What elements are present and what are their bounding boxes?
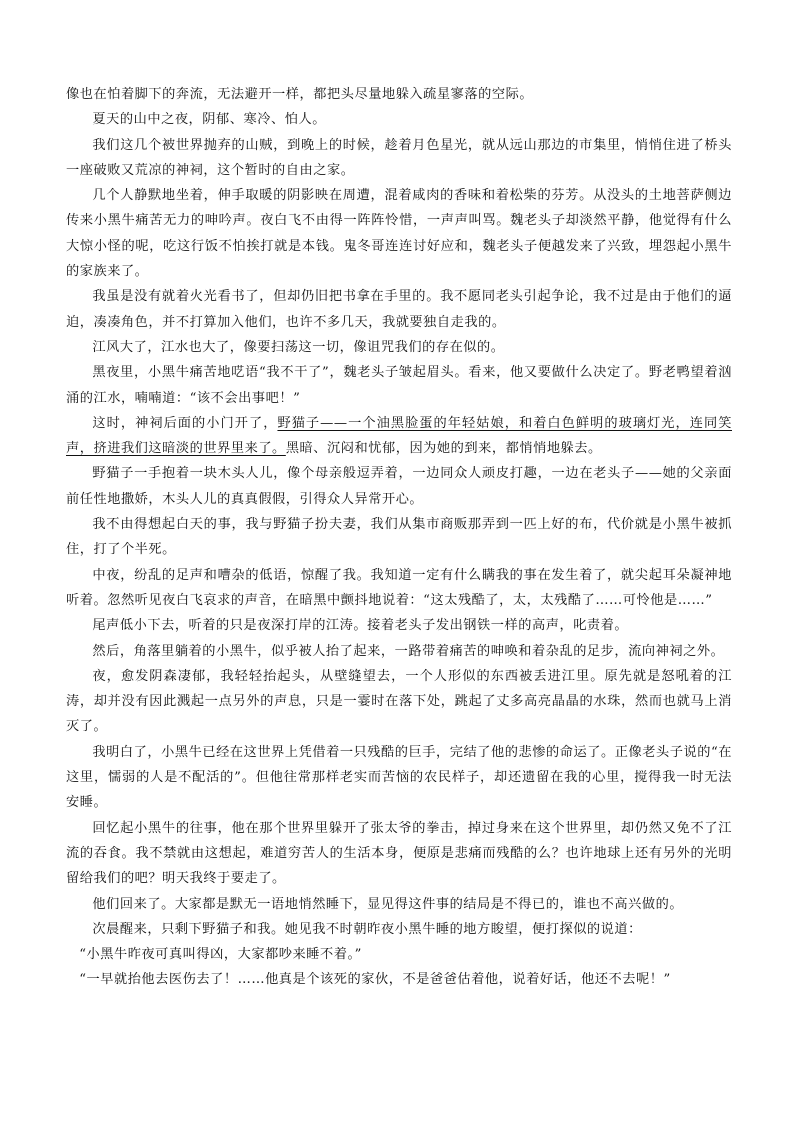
paragraph-3 bbox=[66, 133, 732, 184]
paragraph-text: 黑暗、沉闷和忧郁，因为她的到来，都悄悄地躲去。 bbox=[285, 441, 602, 457]
paragraph-5 bbox=[66, 284, 732, 335]
paragraph-text: 夏天的山中之夜，阴郁、寒冷、怕人。 bbox=[92, 112, 326, 128]
paragraph-text: 夜，愈发阴森凄郁，我轻轻抬起头，从壁缝望去，一个人形似的东西被丢进江里。原先就是怒吼着的江涛，却并没有因此溅起一点另外的声息，只是一霎时在落下处，跳起了丈多高亮晶晶的水珠，然而也就马上消灭了。 bbox=[66, 668, 732, 735]
paragraph-text: 我不由得想起白天的事，我与野猫子扮夫妻，我们从集市商贩那弄到一匹上好的布，代价就是小黑牛被抓住，打了个半死。 bbox=[66, 517, 732, 558]
paragraph-1 bbox=[66, 82, 732, 107]
paragraph-13 bbox=[66, 639, 732, 664]
paragraph-9 bbox=[66, 461, 732, 512]
paragraph-text: 我明白了，小黑牛已经在这世界上凭借着一只残酷的巨手，完结了他的悲惨的命运了。正像老头子说的“在这里，懦弱的人是不配活的”。但他往常那样老实而苦恼的农民样子，却还遗留在我的心里，搅得我一时无法安睡。 bbox=[66, 744, 732, 811]
paragraph-19 bbox=[66, 942, 732, 967]
paragraph-14 bbox=[66, 664, 732, 740]
paragraph-text: “一早就抬他去医伤去了！……他真是个该死的家伙，不是爸爸估着他，说着好话，他还不去呢！” bbox=[79, 972, 671, 988]
paragraph-text: 江风大了，江水也大了，像要扫荡这一切，像诅咒我们的存在似的。 bbox=[92, 339, 505, 355]
underlined-passage: 野猫子——一个油黑脸蛋的年轻姑娘，和着白色鲜明的玻璃灯光，连同笑声，挤进我们这暗淡的世界里来了。 bbox=[66, 415, 732, 457]
body-text bbox=[66, 82, 732, 993]
paragraph-10 bbox=[66, 512, 732, 563]
paragraph-6 bbox=[66, 335, 732, 360]
paragraph-20 bbox=[66, 967, 732, 992]
paragraph-text: 回忆起小黑牛的往事，他在那个世界里躲开了张太爷的拳击，掉过身来在这个世界里，却仍然又免不了江流的吞食。我不禁就由这想起，难道穷苦人的生活本身，便原是悲痛而残酷的么？也许地球上还有另外的光明留给我们的吧？明天我终于要走了。 bbox=[66, 820, 732, 887]
paragraph-4 bbox=[66, 183, 732, 284]
paragraph-8 bbox=[66, 411, 732, 462]
paragraph-16 bbox=[66, 816, 732, 892]
paragraph-text: 尾声低小下去，听着的只是夜深打岸的江涛。接着老头子发出钢铁一样的高声，叱责着。 bbox=[92, 618, 629, 634]
paragraph-7 bbox=[66, 360, 732, 411]
paragraph-text: 然后，角落里躺着的小黑牛，似乎被人抬了起来，一路带着痛苦的呻唤和着杂乱的足步，流向神祠之外。 bbox=[92, 643, 725, 659]
paragraph-text: 这时，神祠后面的小门开了， bbox=[92, 415, 278, 431]
paragraph-11 bbox=[66, 563, 732, 614]
paragraph-17 bbox=[66, 892, 732, 917]
paragraph-text: 次晨醒来，只剩下野猫子和我。她见我不时朝昨夜小黑牛睡的地方睃望，便打探似的说道： bbox=[92, 921, 642, 937]
paragraph-text: 几个人静默地坐着，伸手取暖的阴影映在周遭，混着咸肉的香味和着松柴的芬芳。从没头的土地菩萨侧边传来小黑牛痛苦无力的呻吟声。夜白飞不由得一阵阵怜惜，一声声叫骂。魏老头子却淡然平静，他觉得有什么大惊小怪的呢，吃这行饭不怕挨打就是本钱。鬼冬哥连连讨好应和，魏老头子便越发来了兴致，埋怨起小黑牛的家族来了。 bbox=[66, 188, 732, 280]
paragraph-text: 野猫子一手抱着一块木头人儿，像个母亲般逗弄着，一边同众人顽皮打趣，一边在老头子——她的父亲面前任性地撒娇，木头人儿的真真假假，引得众人异常开心。 bbox=[66, 466, 732, 507]
paragraph-15 bbox=[66, 740, 732, 816]
paragraph-12 bbox=[66, 613, 732, 638]
paragraph-text: 我虽是没有就着火光看书了，但却仍旧把书拿在手里的。我不愿同老头引起争论，我不过是由于他们的逼迫，凑凑角色，并不打算加入他们，也许不多几天，我就要独自走我的。 bbox=[66, 289, 732, 330]
paragraph-text: 我们这几个被世界抛弃的山贼，到晚上的时候，趁着月色星光，就从远山那边的市集里，悄悄住进了桥头一座破败又荒凉的神祠，这个暂时的自由之家。 bbox=[66, 137, 732, 178]
paragraph-text: 他们回来了。大家都是默无一语地悄然睡下，显见得这件事的结局是不得已的，谁也不高兴做的。 bbox=[92, 896, 684, 912]
paragraph-text: 中夜，纷乱的足声和嘈杂的低语，惊醒了我。我知道一定有什么瞒我的事在发生着了，就尖起耳朵凝神地听着。忽然听见夜白飞哀求的声音，在暗黑中颤抖地说着：“这太残酷了，太，太残酷了……可怜他是……” bbox=[66, 567, 732, 608]
paragraph-18 bbox=[66, 917, 732, 942]
paragraph-text: “小黑牛昨夜可真叫得凶，大家都吵来睡不着。” bbox=[79, 947, 362, 963]
paragraph-text: 像也在怕着脚下的奔流，无法避开一样，都把头尽量地躲入疏星寥落的空际。 bbox=[66, 87, 534, 102]
paragraph-text: 黑夜里，小黑牛痛苦地呓语“我不干了”，魏老头子皱起眉头。看来，他又要做什么决定了。野老鸭望着汹涌的江水，喃喃道：“该不会出事吧！” bbox=[66, 365, 732, 406]
paragraph-2 bbox=[66, 107, 732, 132]
